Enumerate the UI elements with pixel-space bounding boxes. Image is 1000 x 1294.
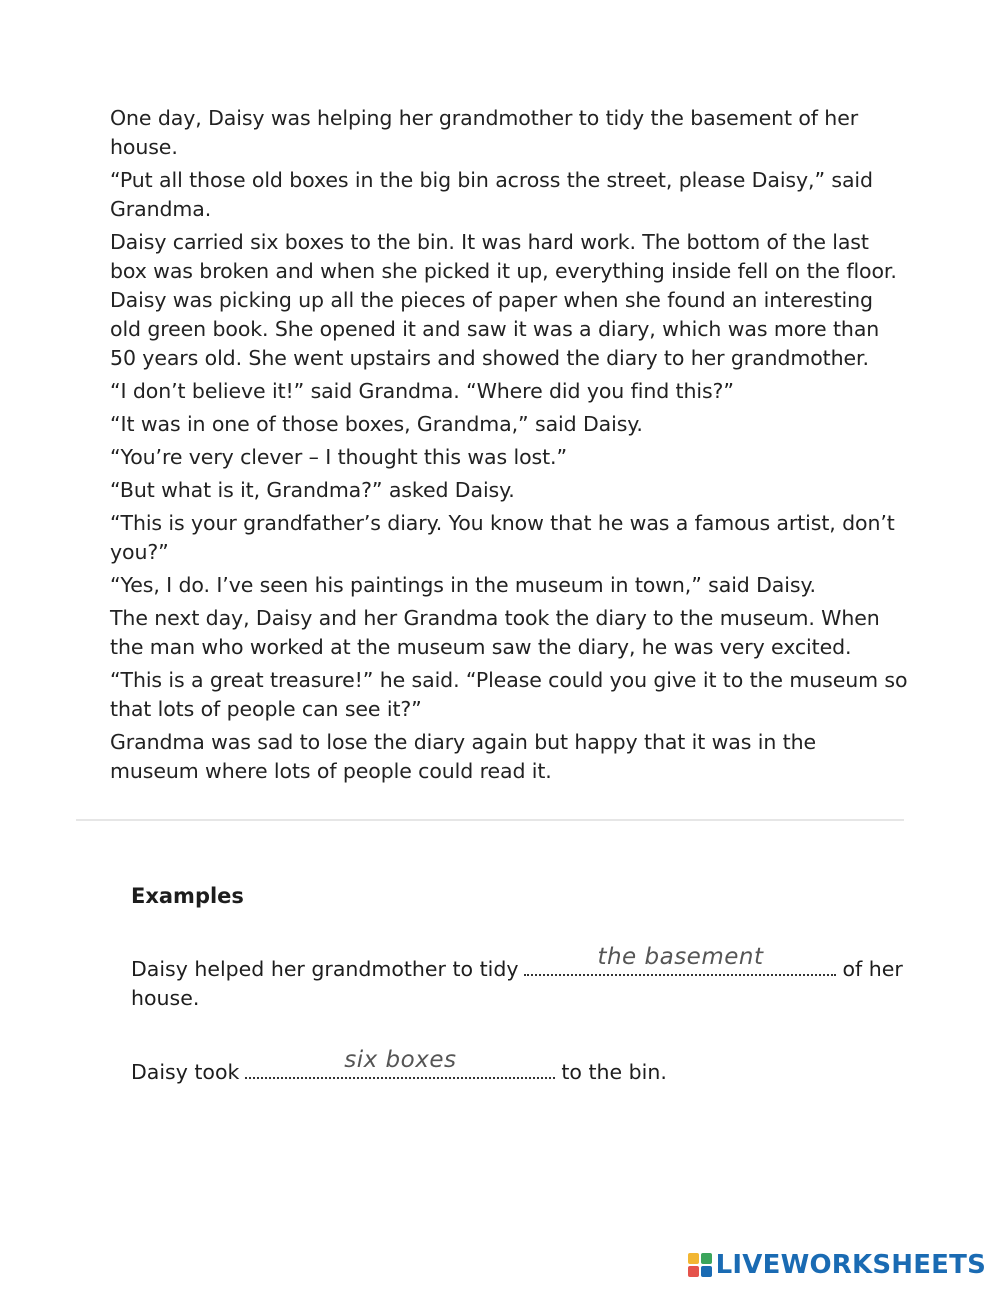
example-text-after: of her house. (131, 957, 903, 1010)
answer-blank[interactable] (524, 944, 836, 976)
story-paragraph: Grandma was sad to lose the diary again but happy that it was in the museum where lots of people could read it. (110, 730, 816, 783)
logo-square (688, 1253, 699, 1264)
story-paragraph: One day, Daisy was helping her grandmother to tidy the basement of her house. (110, 106, 859, 159)
logo-square (701, 1253, 712, 1264)
story-paragraph: “I don’t believe it!” said Grandma. “Where did you find this?” (110, 379, 734, 403)
answer-text: the basement (597, 944, 764, 970)
answer-blank[interactable] (245, 1047, 555, 1079)
story-text (110, 104, 910, 790)
story-paragraph: “This is a great treasure!” he said. “Please could you give it to the museum so that lots of people can see it?” (110, 668, 908, 721)
logo-text: LIVEWORKSHEETS (715, 1250, 986, 1280)
examples-heading: Examples (131, 884, 244, 908)
answer-text: six boxes (344, 1047, 457, 1073)
logo-square (688, 1266, 699, 1277)
story-paragraph: “But what is it, Grandma?” asked Daisy. (110, 478, 515, 502)
story-paragraph: The next day, Daisy and her Grandma took the diary to the museum. When the man who worked at the museum saw the diary, he was very excited. (110, 606, 880, 659)
story-paragraph: “This is your grandfather’s diary. You know that he was a famous artist, don’t you?” (110, 511, 895, 564)
liveworksheets-logo (688, 1250, 986, 1280)
logo-square (701, 1266, 712, 1277)
story-paragraph: “It was in one of those boxes, Grandma,” said Daisy. (110, 412, 643, 436)
story-paragraph: “Yes, I do. I’ve seen his paintings in the museum in town,” said Daisy. (110, 573, 816, 597)
example-text-before: Daisy took (131, 1060, 240, 1084)
example-sentence-2 (131, 1047, 921, 1087)
story-paragraph: “You’re very clever – I thought this was lost.” (110, 445, 567, 469)
example-text-after: to the bin. (561, 1060, 667, 1084)
story-paragraph: Daisy carried six boxes to the bin. It was hard work. The bottom of the last box was broken and when she picked it up, everything inside fell on the floor. Daisy was picking up all the pieces of paper when she found an interesting old green book. She opened it and saw it was a diary, which was more than 50 years old. She went upstairs and showed the diary to her grandmother. (110, 230, 897, 370)
example-sentence-1 (131, 944, 921, 1013)
logo-mark-icon (688, 1253, 712, 1277)
story-paragraph: “Put all those old boxes in the big bin across the street, please Daisy,” said Grandma. (110, 168, 873, 221)
section-divider (76, 819, 904, 821)
example-text-before: Daisy helped her grandmother to tidy (131, 957, 519, 981)
